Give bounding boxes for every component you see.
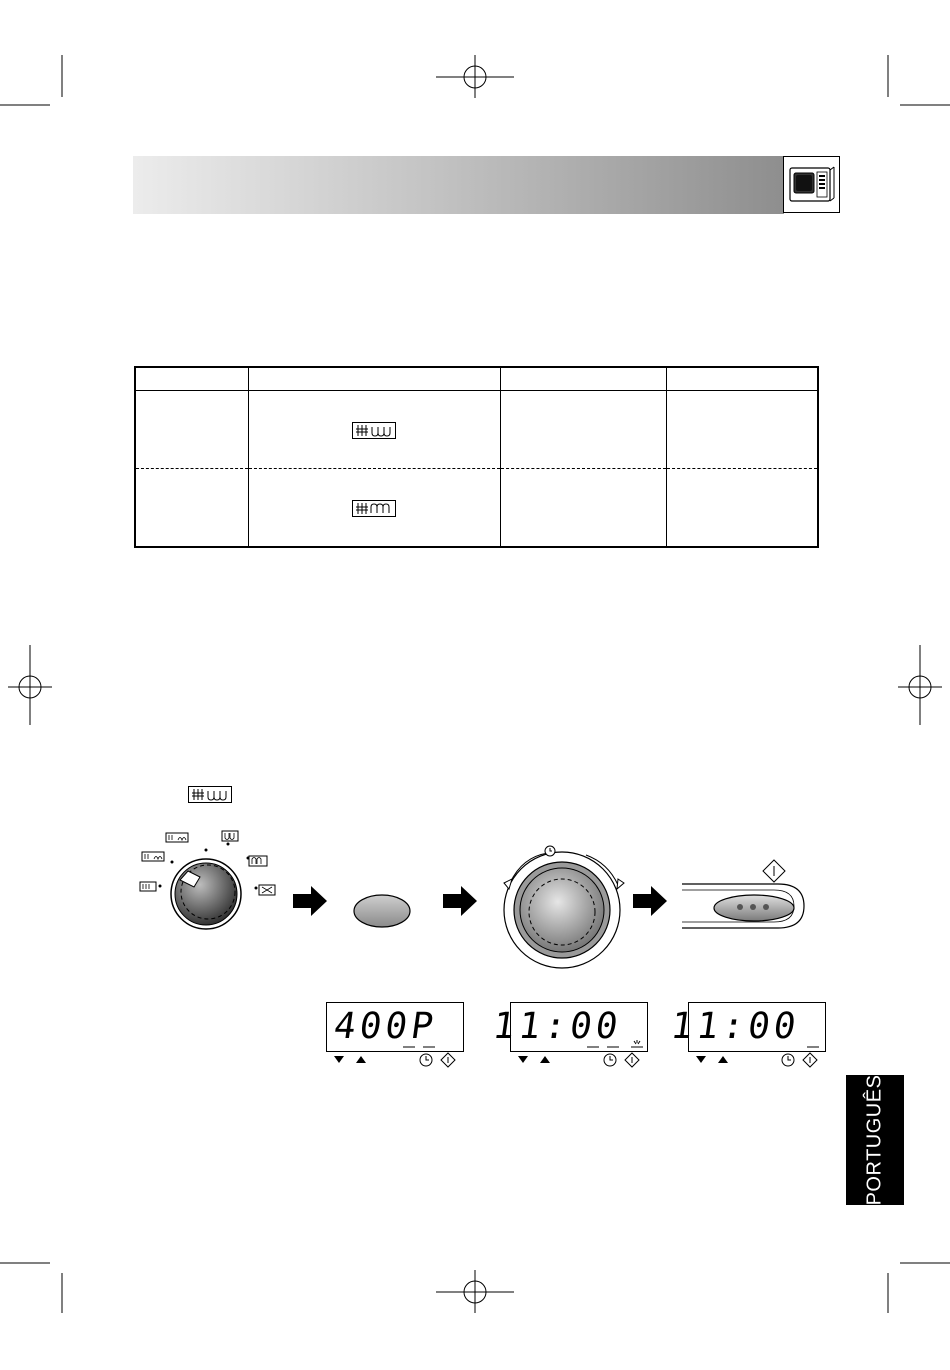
display-readout: 11:00 bbox=[489, 1006, 624, 1047]
display-readout: 400P bbox=[331, 1006, 440, 1047]
table-cell bbox=[135, 469, 248, 548]
table-cell bbox=[500, 367, 666, 391]
start-button[interactable] bbox=[682, 856, 808, 932]
table-cell bbox=[248, 469, 500, 548]
microwave-icon bbox=[783, 156, 840, 213]
down-arrow-icon bbox=[696, 1056, 706, 1063]
function-dial[interactable] bbox=[136, 828, 276, 938]
table-cell bbox=[500, 391, 666, 469]
down-arrow-icon bbox=[518, 1056, 528, 1063]
table-cell bbox=[135, 391, 248, 469]
step-arrow-icon bbox=[443, 886, 477, 916]
table-cell bbox=[135, 367, 248, 391]
table-header-row bbox=[135, 367, 818, 391]
down-arrow-icon bbox=[334, 1056, 344, 1063]
table-cell bbox=[666, 367, 818, 391]
up-arrow-icon bbox=[718, 1056, 728, 1063]
grill-microwave-high-icon bbox=[352, 500, 396, 517]
settings-table bbox=[134, 366, 819, 548]
display-readout: 11:00 bbox=[667, 1006, 802, 1047]
table-cell bbox=[666, 469, 818, 548]
section-header-bar bbox=[133, 156, 784, 214]
up-arrow-icon bbox=[356, 1056, 366, 1063]
timer-knob[interactable] bbox=[500, 843, 632, 970]
grill-button[interactable] bbox=[352, 893, 412, 929]
display-indicators bbox=[514, 1052, 644, 1068]
table-cell bbox=[500, 469, 666, 548]
table-cell bbox=[248, 391, 500, 469]
table-cell bbox=[248, 367, 500, 391]
table-cell bbox=[666, 391, 818, 469]
display-indicators bbox=[330, 1052, 460, 1068]
table-row bbox=[135, 469, 818, 548]
lcd-display bbox=[489, 1002, 648, 1052]
lcd-display bbox=[326, 1002, 464, 1052]
up-arrow-icon bbox=[540, 1056, 550, 1063]
grill-microwave-low-icon bbox=[188, 786, 232, 803]
display-indicators bbox=[692, 1052, 822, 1068]
language-tab bbox=[846, 1075, 904, 1205]
language-tab-label: PORTUGUÊS bbox=[863, 1074, 886, 1206]
lcd-display bbox=[667, 1002, 826, 1052]
table-row bbox=[135, 391, 818, 469]
grill-microwave-low-icon bbox=[352, 422, 396, 439]
step-arrow-icon bbox=[633, 886, 667, 916]
step-arrow-icon bbox=[293, 886, 327, 916]
